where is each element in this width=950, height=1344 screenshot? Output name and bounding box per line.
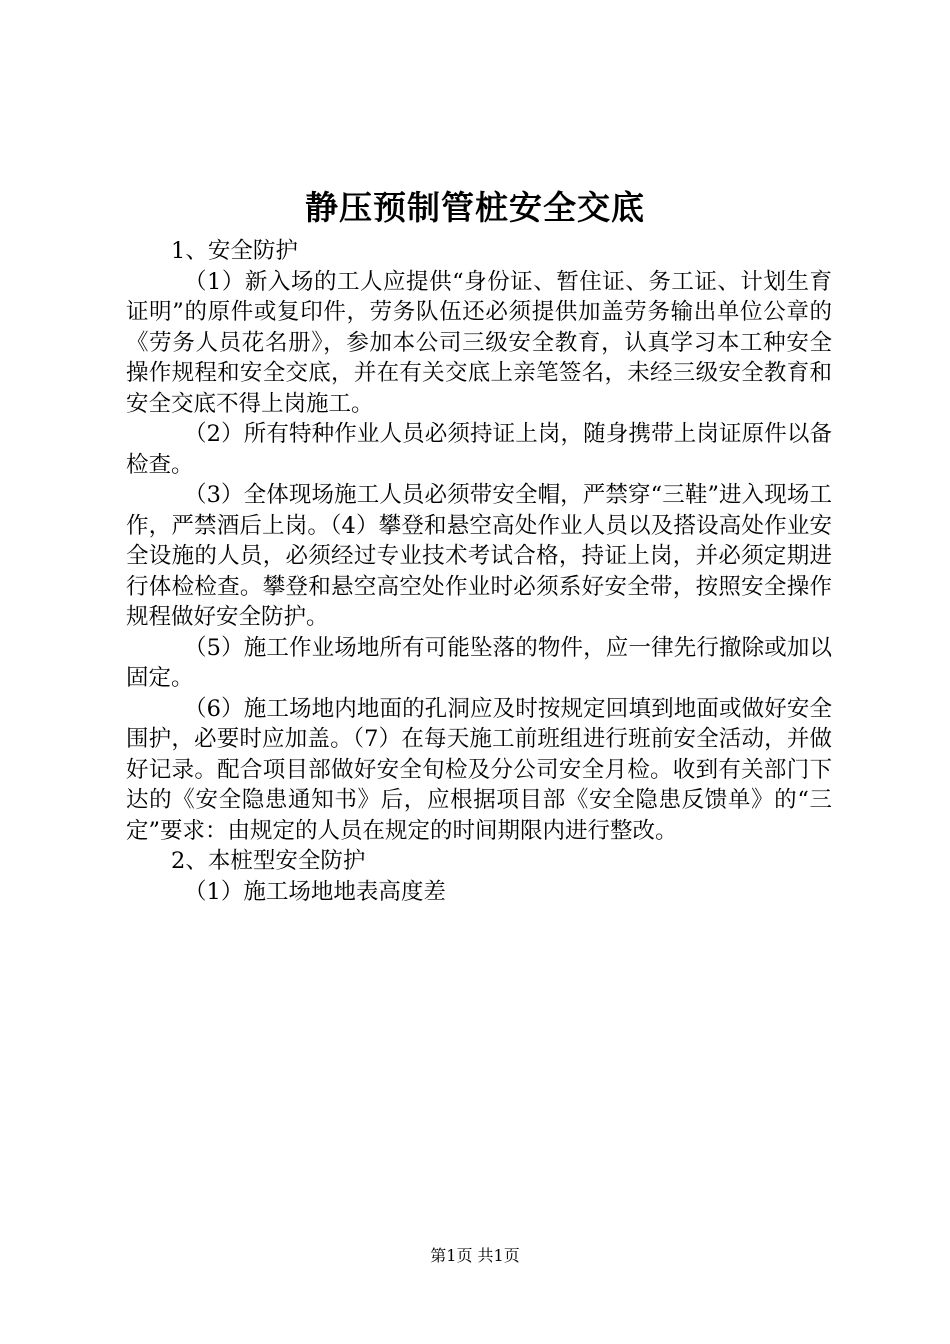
paragraph: （6）施工场地内地面的孔洞应及时按规定回填到地面或做好安全围护，必要时应加盖。（7）在每天施工前班组进行班前安全活动，并做好记录。配合项目部做好安全旬检及分公司安全月检。收到有关部门下达的《安全隐患通知书》后，应根据项目部《安全隐患反馈单》的“三定”要求：由规定的人员在规定的时间期限内进行整改。 xyxy=(126,695,832,844)
section-heading: 1、安全防护 xyxy=(171,238,298,264)
paragraph: （1）新入场的工人应提供“身份证、暂住证、务工证、计划生育证明”的原件或复印件，劳务队伍还必须提供加盖劳务输出单位公章的《劳务人员花名册》，参加本公司三级安全教育，认真学习本工种安全操作规程和安全交底，并在有关交底上亲笔签名，未经三级安全教育和安全交底不得上岗施工。 xyxy=(126,268,832,417)
section-heading: 2、本桩型安全防护 xyxy=(171,848,366,874)
paragraph: （2）所有特种作业人员必须持证上岗，随身携带上岗证原件以备检查。 xyxy=(126,421,832,478)
paragraph: （3）全体现场施工人员必须带安全帽，严禁穿“三鞋”进入现场工作，严禁酒后上岗。（4）攀登和悬空高处作业人员以及搭设高处作业安全设施的人员，必须经过专业技术考试合格，持证上岗，并必须定期进行体检检查。攀登和悬空高空处作业时必须系好安全带，按照安全操作规程做好安全防护。 xyxy=(126,482,832,630)
page-footer: 第1页 共1页 xyxy=(430,1246,520,1265)
document-title: 静压预制管桩安全交底 xyxy=(305,188,645,227)
document-body xyxy=(126,236,832,907)
paragraph: （1）施工场地地表高度差 xyxy=(184,878,446,905)
paragraph: （5）施工作业场地所有可能坠落的物件，应一律先行撤除或加以固定。 xyxy=(126,634,832,691)
